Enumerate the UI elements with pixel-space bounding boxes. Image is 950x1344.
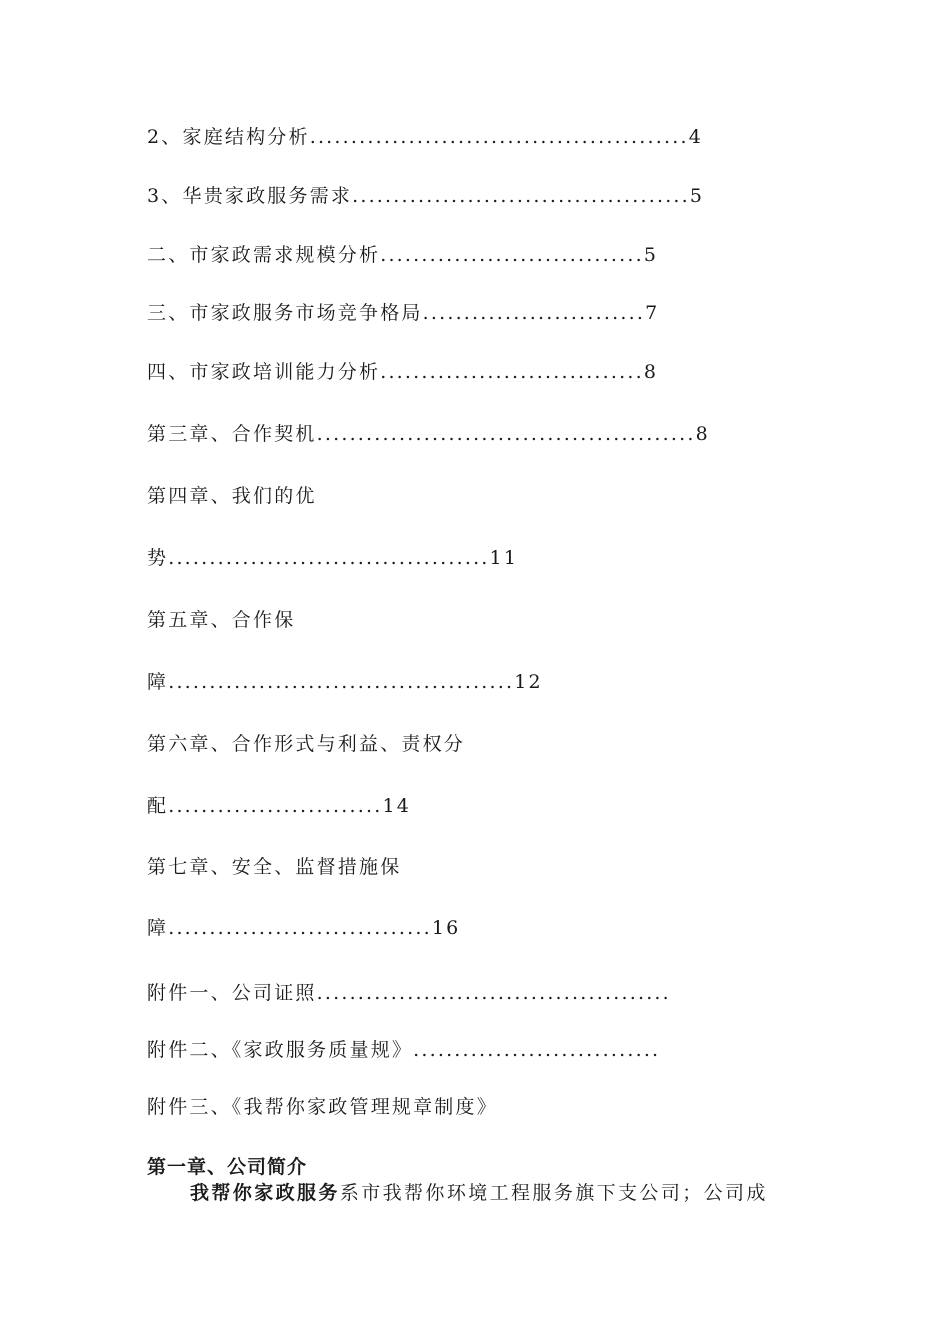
toc-entry-title: 障	[147, 671, 169, 693]
toc-page-number: 11	[489, 547, 519, 569]
toc-leader-dots: ..............................................	[316, 423, 696, 445]
toc-entry-title: 第四章、我们的优	[147, 485, 317, 507]
toc-entry[interactable]	[147, 670, 543, 694]
toc-entry[interactable]	[147, 243, 658, 267]
toc-leader-dots: ...........................................	[316, 982, 671, 1004]
toc-entry-title: 第七章、安全、监督措施保	[147, 856, 402, 878]
toc-leader-dots: ................................	[380, 361, 644, 383]
toc-entry[interactable]	[147, 546, 518, 570]
toc-entry[interactable]	[147, 794, 411, 818]
toc-entry-title: 第五章、合作保	[147, 609, 296, 631]
toc-entry[interactable]	[147, 422, 710, 446]
toc-page-number: 14	[382, 795, 412, 817]
toc-leader-dots: ..............................................	[309, 126, 689, 148]
toc-entry[interactable]	[147, 732, 465, 756]
toc-entry-title: 附件三、《我帮你家政管理规章制度》	[147, 1096, 498, 1118]
chapter-paragraph	[190, 1178, 768, 1205]
toc-entry[interactable]	[147, 1038, 660, 1062]
toc-entry[interactable]	[147, 125, 703, 149]
toc-entry-title: 四、市家政培训能力分析	[147, 361, 381, 383]
toc-page-number: 8	[695, 423, 710, 445]
toc-entry[interactable]	[147, 301, 659, 325]
toc-leader-dots: ...........................	[422, 302, 646, 324]
toc-entry-title: 附件一、公司证照	[147, 982, 317, 1004]
toc-entry[interactable]	[147, 184, 704, 208]
toc-entry[interactable]	[147, 608, 295, 632]
toc-page-number: 12	[514, 671, 543, 693]
toc-entry[interactable]	[147, 484, 317, 508]
toc-page-number: 5	[689, 185, 705, 207]
toc-page-number: 5	[643, 244, 659, 266]
toc-entry-title: 配	[147, 795, 169, 817]
toc-leader-dots: ................................	[168, 917, 432, 939]
toc-leader-dots: ................................	[380, 244, 644, 266]
toc-entry-title: 三、市家政服务市场竞争格局	[147, 302, 423, 324]
toc-entry-title: 2、家庭结构分析	[147, 126, 310, 148]
toc-entry[interactable]	[147, 981, 671, 1005]
toc-page-number: 16	[431, 917, 461, 939]
toc-entry[interactable]	[147, 1095, 498, 1119]
toc-entry-title: 附件二、《家政服务质量规》	[147, 1039, 414, 1061]
toc-entry-title: 二、市家政需求规模分析	[147, 244, 381, 266]
toc-entry-title: 3、华贵家政服务需求	[147, 185, 353, 207]
chapter-heading: 第一章、公司简介	[147, 1156, 308, 1178]
toc-page-number: 7	[645, 302, 660, 324]
toc-entry[interactable]	[147, 916, 460, 940]
toc-leader-dots: ..............................	[413, 1039, 661, 1061]
toc-entry[interactable]	[147, 855, 401, 879]
toc-page-number: 8	[643, 361, 659, 383]
company-name: 我帮你家政服务	[190, 1182, 340, 1204]
toc-page-number: 4	[688, 126, 704, 148]
toc-leader-dots: ..........................	[168, 795, 383, 817]
toc-entry-title: 势	[147, 547, 169, 569]
toc-leader-dots: .........................................	[352, 185, 690, 207]
paragraph-text: 系市我帮你环境工程服务旗下支公司；公司成	[339, 1182, 768, 1204]
toc-leader-dots: .......................................	[168, 547, 490, 569]
toc-leader-dots: ..........................................	[168, 671, 515, 693]
toc-entry-title: 障	[147, 917, 169, 939]
toc-entry[interactable]	[147, 360, 658, 384]
toc-entry-title: 第三章、合作契机	[147, 423, 317, 445]
toc-entry-title: 第六章、合作形式与利益、责权分	[147, 733, 466, 755]
